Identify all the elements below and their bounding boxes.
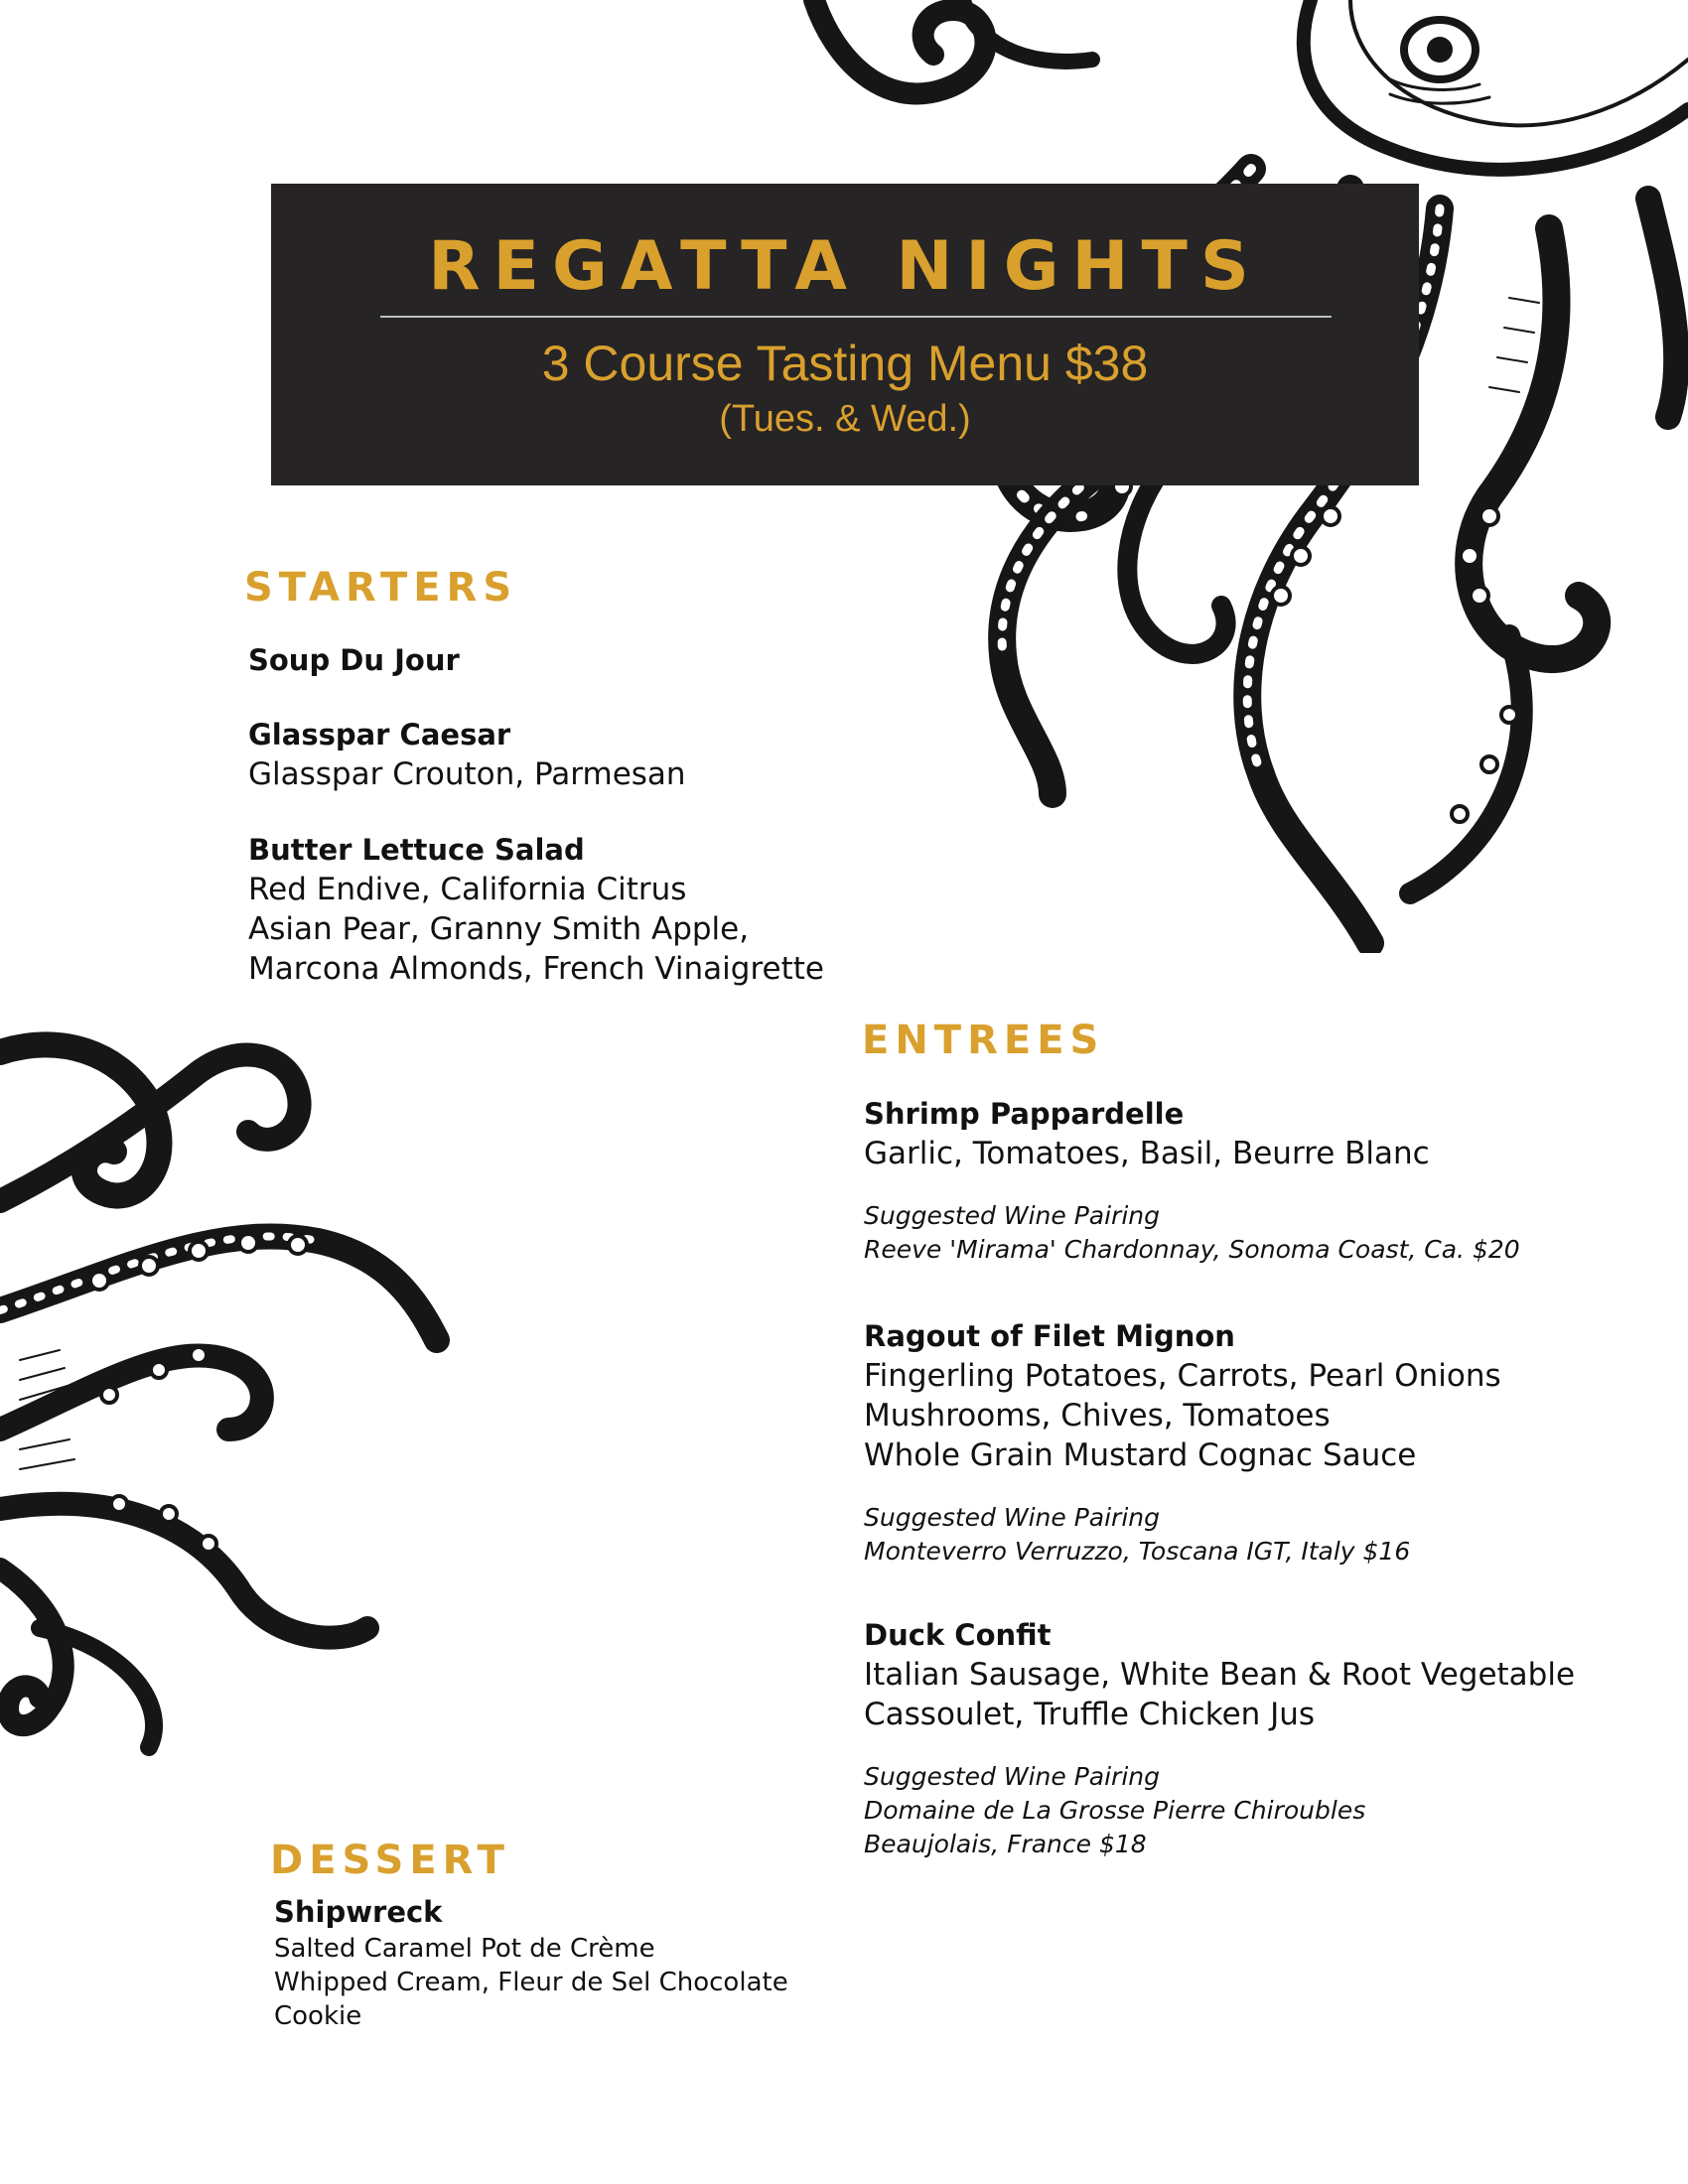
menu-item-shrimp-pappardelle — [864, 1094, 1520, 1267]
item-description: Garlic, Tomatoes, Basil, Beurre Blanc — [864, 1136, 1430, 1171]
entrees-heading: ENTREES — [862, 1018, 1105, 1063]
item-description: Red Endive, California Citrus Asian Pear, Granny Smith Apple, Marcona Almonds, French Vinaigrette — [248, 872, 824, 987]
wine-pairing: Reeve 'Mirama' Chardonnay, Sonoma Coast, Ca. $20 — [864, 1235, 1520, 1264]
item-name: Duck Confit — [864, 1618, 1052, 1652]
wine-pairing: Monteverro Verruzzo, Toscana IGT, Italy $16 — [864, 1537, 1411, 1566]
menu-title: REGATTA NIGHTS — [428, 227, 1262, 306]
menu-days: (Tues. & Wed.) — [719, 398, 971, 440]
item-description: Glasspar Crouton, Parmesan — [248, 756, 686, 792]
title-divider — [380, 316, 1332, 318]
dessert-heading: DESSERT — [270, 1838, 510, 1883]
item-name: Glasspar Caesar — [248, 718, 511, 751]
wine-pairing-label: Suggested Wine Pairing — [864, 1201, 1160, 1230]
title-banner — [271, 184, 1419, 485]
menu-item-shipwreck — [274, 1892, 788, 2033]
item-name: Shrimp Pappardelle — [864, 1097, 1185, 1131]
menu-item-glasspar-caesar — [248, 715, 686, 794]
item-name: Shipwreck — [274, 1895, 443, 1929]
menu-item-ragout-of-filet-mignon — [864, 1316, 1501, 1569]
item-description: Salted Caramel Pot de Crème Whipped Cream, Fleur de Sel Chocolate Cookie — [274, 1934, 788, 2031]
wine-pairing: Domaine de La Grosse Pierre Chiroubles Beaujolais, France $18 — [864, 1796, 1366, 1858]
menu-subtitle: 3 Course Tasting Menu $38 — [541, 336, 1149, 391]
item-description: Fingerling Potatoes, Carrots, Pearl Onions Mushrooms, Chives, Tomatoes Whole Grain Mustard Cognac Sauce — [864, 1358, 1501, 1473]
menu-item-soup-du-jour — [248, 640, 460, 680]
item-name: Soup Du Jour — [248, 643, 460, 677]
item-description: Italian Sausage, White Bean & Root Vegetable Cassoulet, Truffle Chicken Jus — [864, 1657, 1576, 1732]
item-name: Ragout of Filet Mignon — [864, 1319, 1235, 1353]
wine-pairing-label: Suggested Wine Pairing — [864, 1503, 1160, 1532]
wine-pairing-label: Suggested Wine Pairing — [864, 1762, 1160, 1791]
menu-item-duck-confit — [864, 1615, 1575, 1861]
starters-heading: STARTERS — [244, 565, 518, 611]
octopus-illustration-left — [0, 1013, 516, 1767]
menu-item-butter-lettuce-salad — [248, 830, 824, 989]
item-name: Butter Lettuce Salad — [248, 833, 585, 867]
